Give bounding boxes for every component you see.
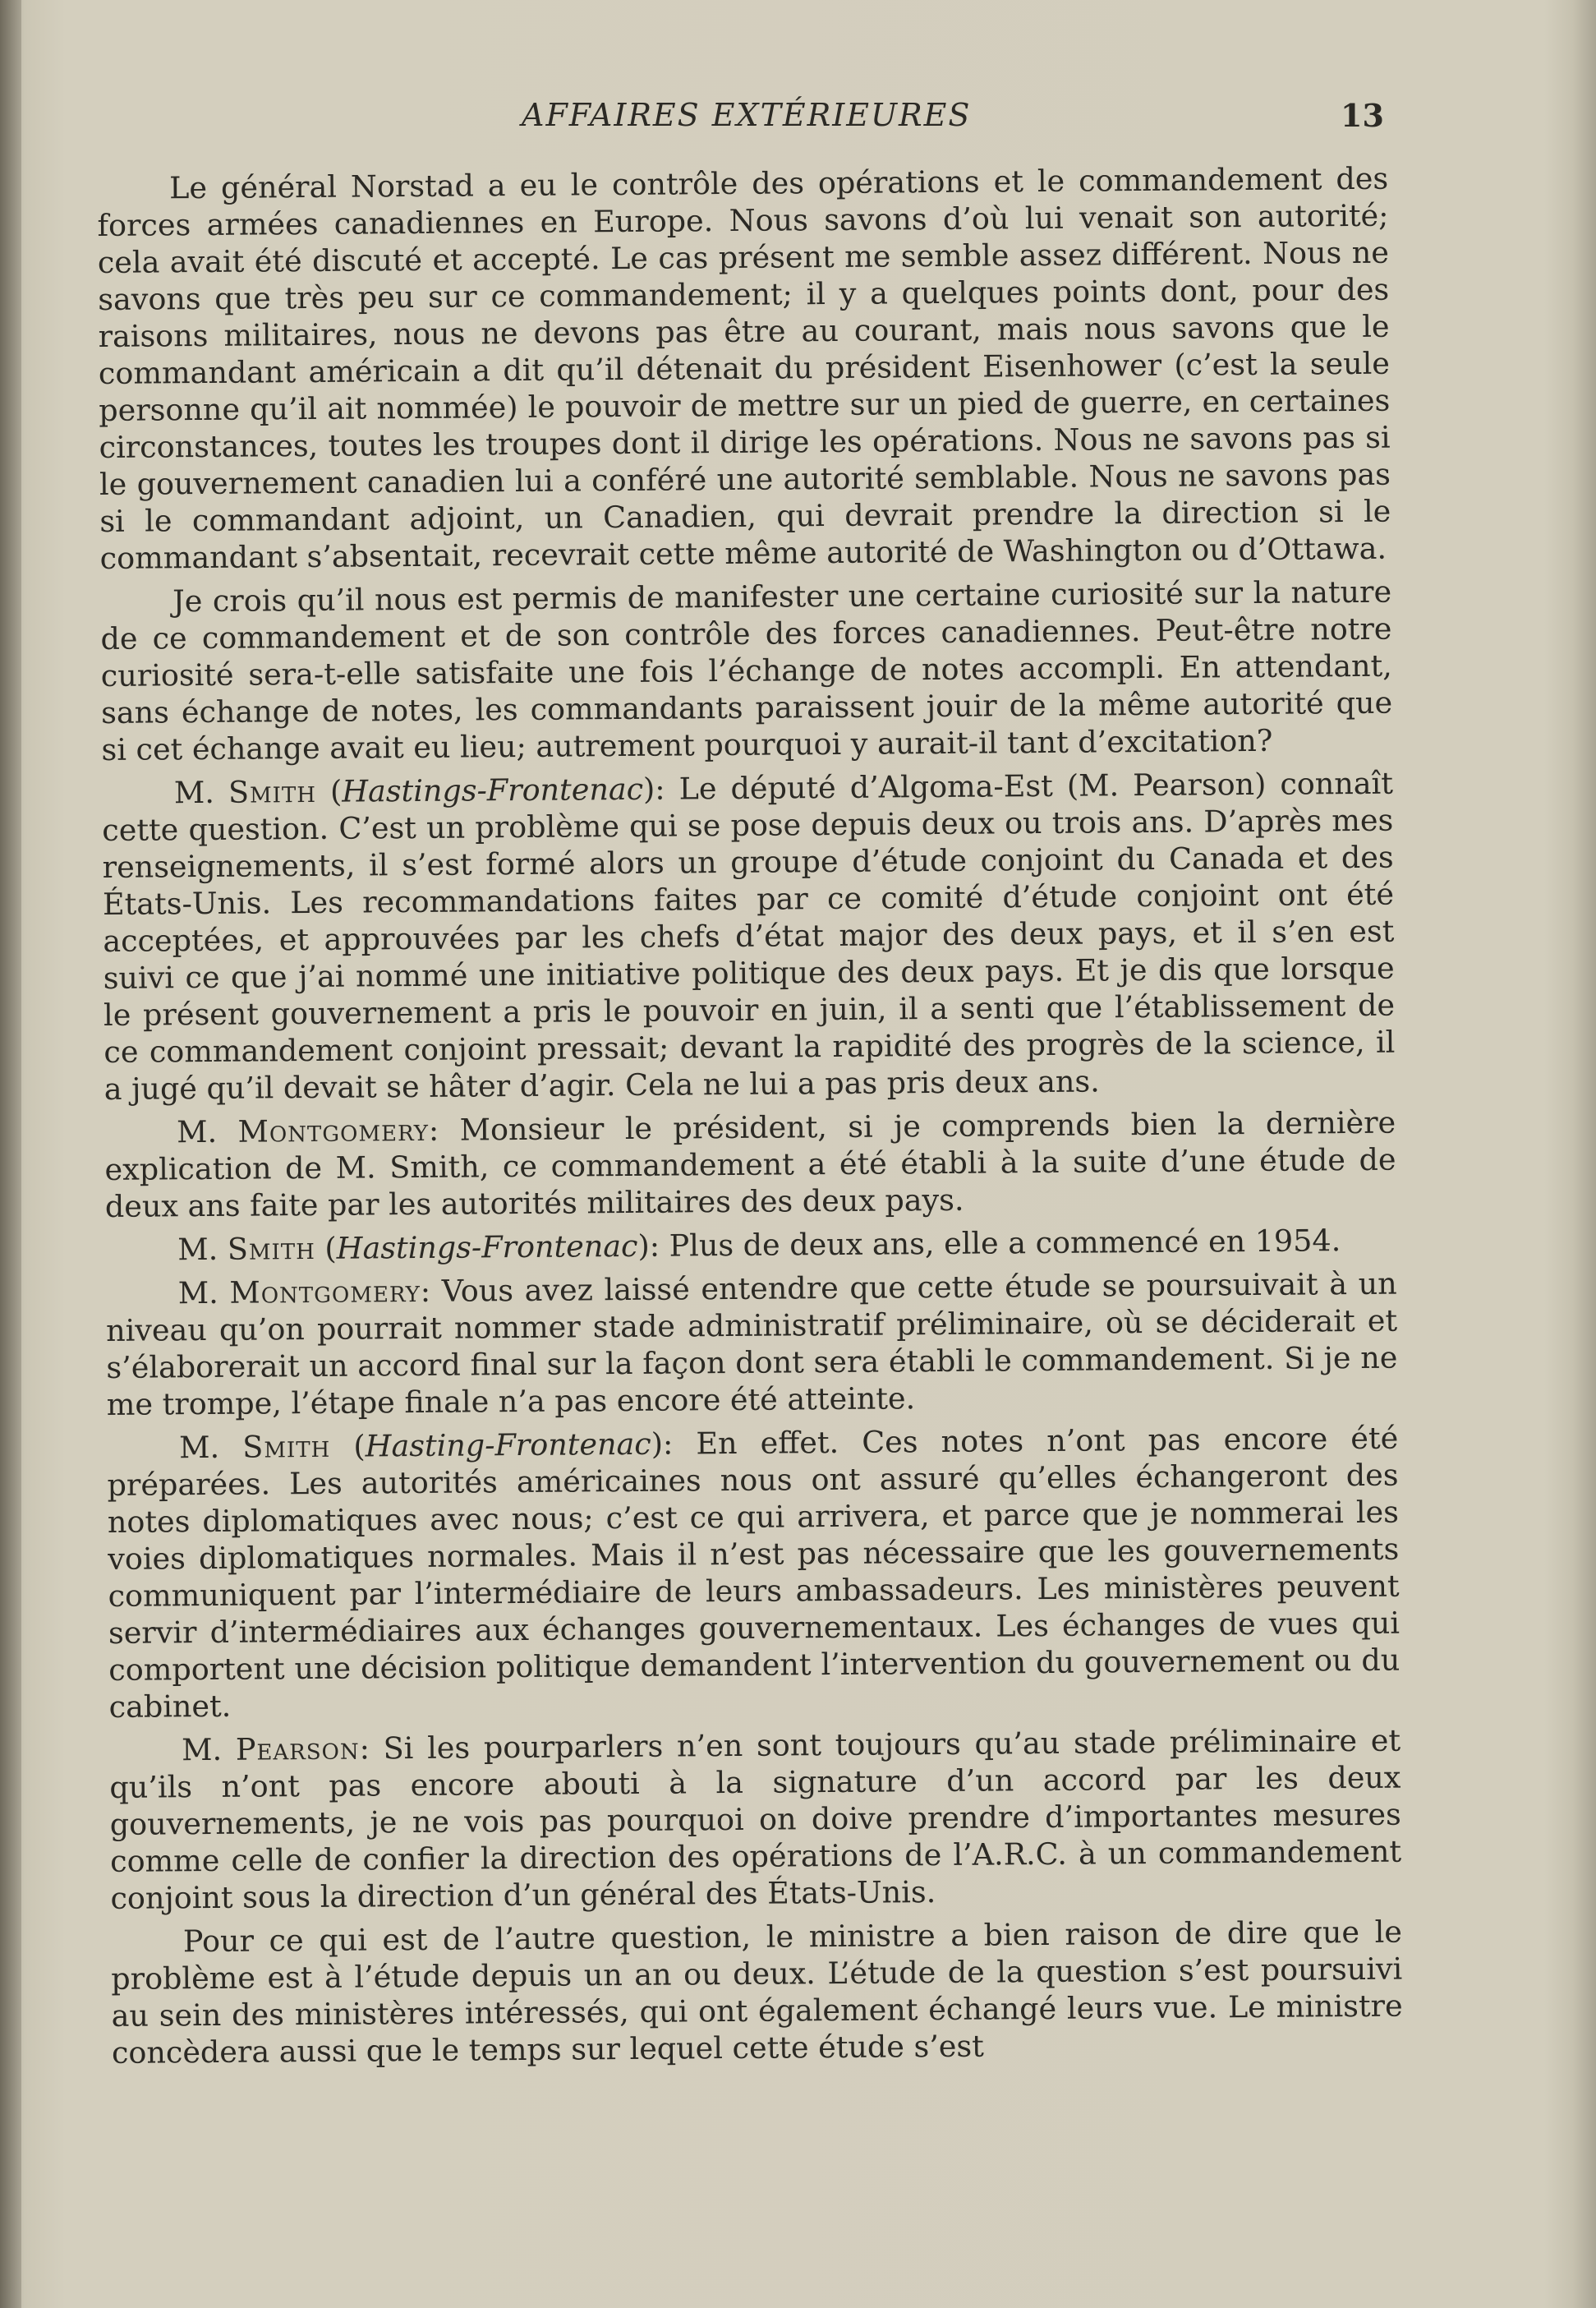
speaker-name: Smith bbox=[228, 773, 317, 810]
speaker-name: Smith bbox=[227, 1230, 315, 1267]
page-header bbox=[0, 97, 1596, 146]
speaker-paragraph: M. Smith (Hastings-Frontenac): Plus de deux ans, elle a commencé en 1954. bbox=[177, 1223, 1341, 1268]
speaker-name: Smith bbox=[242, 1428, 331, 1465]
speaker-riding: Hasting-Frontenac bbox=[365, 1426, 651, 1464]
running-title: AFFAIRES EXTÉRIEURES bbox=[522, 97, 972, 133]
page-binding-edge bbox=[0, 0, 21, 2308]
speaker-paragraph: M. Montgomery: Vous avez laissé entendre que cette étude se poursuivait à un niveau qu’on pourrait nommer stade administratif préliminaire, où se déciderait et s’élaborerait un accord final sur la façon dont sera établi le commandement. Si je ne me trompe, l’étape finale n’a pas encore été atteinte. bbox=[105, 1265, 1398, 1422]
speaker-name: Montgomery bbox=[237, 1112, 430, 1149]
speaker-paragraph: M. Smith (Hastings-Frontenac): Le député d’Algoma-Est (M. Pearson) connaît cette question. C’est un problème qui se pose depuis deux ou trois ans. D’après mes renseignements, il s’est formé alors un groupe d’étude conjoint du Canada et des États-Unis. Les recommandations faites par ce comité d’étude conjoint ont été acceptées, et approuvées par les chefs d’état major des deux pays, et il s’en est suivi ce que j’ai nommé une initiative politique des deux pays. Et je dis que lorsque le présent gouvernement a pris le pouvoir en juin, il a senti que l’établissement de ce commandement conjoint pressait; devant la rapidité des progrès de la science, il a jugé qu’il devait se hâter d’agir. Cela ne lui a pas pris deux ans. bbox=[102, 765, 1396, 1107]
speaker-riding: Hastings-Frontenac bbox=[336, 1228, 638, 1266]
speaker-paragraph: M. Montgomery: Monsieur le président, si je comprends bien la dernière explication de M. Smith, ce commandement a été établi à la suite d’une étude de deux ans faite par les autorités militaires des deux pays. bbox=[104, 1104, 1396, 1224]
speaker-paragraph: M. Pearson: Si les pourparlers n’en sont toujours qu’au stade préliminaire et qu’ils n’ont pas encore abouti à la signature d’un accord par les deux gouvernements, je ne vois pas pourquoi on doive prendre d’importantes mesures comme celle de confier la direction des opérations de l’A.R.C. à un commandement conjoint sous la direction d’un général des États-Unis. bbox=[109, 1722, 1402, 1916]
page-number: 13 bbox=[1341, 97, 1384, 134]
speaker-paragraph: M. Smith (Hasting-Frontenac): En effet. Ces notes n’ont pas encore été préparées. Les autorités américaines nous ont assuré qu’elles échangeront des notes diplomatiques avec nous; c’est ce qui arrivera, et parce que je nommerai les voies diplomatiques normales. Mais il n’est pas nécessaire que les gouvernements communiquent par l’intermédiaire de leurs ambassadeurs. Les ministères peuvent servir d’intermédiaires aux échanges gouvernementaux. Les échanges de vues qui comportent une décision politique demandent l’intervention du gouvernement ou du cabinet. bbox=[107, 1420, 1401, 1725]
speaker-riding: Hastings-Frontenac bbox=[342, 771, 644, 809]
paragraph: Je crois qu’il nous est permis de manifester une certaine curiosité sur la nature de ce commandement et de son contrôle des forces canadiennes. Peut-être notre curiosité sera-t-elle satisfaite une fois l’échange de notes accompli. En attendant, sans échange de notes, les commandants paraissent jouir de la même autorité que si cet échange avait eu lieu; autrement pourquoi y aurait-il tant d’excitation? bbox=[100, 574, 1393, 767]
paragraph: Le général Norstad a eu le contrôle des opérations et le commandement des forces armées canadiennes en Europe. Nous savons d’où lui venait son autorité; cela avait été discuté et accepté. Le cas présent me semble assez différent. Nous ne savons que très peu sur ce commandement; il y a quelques points dont, pour des raisons militaires, nous ne devons pas être au courant, mais nous savons que le commandant américain a dit qu’il détenait du président Eisenhower (c’est la seule personne qu’il ait nommée) le pouvoir de mettre sur un pied de guerre, en certaines circonstances, toutes les troupes dont il dirige les opérations. Nous ne savons pas si le gouvernement canadien lui a conféré une autorité semblable. Nous ne savons pas si le commandant adjoint, un Canadien, qui devrait prendre la direction si le commandant s’absentait, recevrait cette même autorité de Washington ou d’Ottawa. bbox=[97, 160, 1391, 576]
speaker-name: Montgomery bbox=[229, 1273, 421, 1311]
paragraph: Pour ce qui est de l’autre question, le ministre a bien raison de dire que le problème est à l’étude depuis un an ou deux. L’étude de la question s’est poursuivi au sein des ministères intéressés, qui ont également échangé leurs vue. Le ministre concèdera aussi que le temps sur lequel cette étude s’est bbox=[111, 1914, 1403, 2071]
page-body bbox=[97, 160, 1403, 2078]
speaker-name: Pearson bbox=[235, 1730, 360, 1767]
